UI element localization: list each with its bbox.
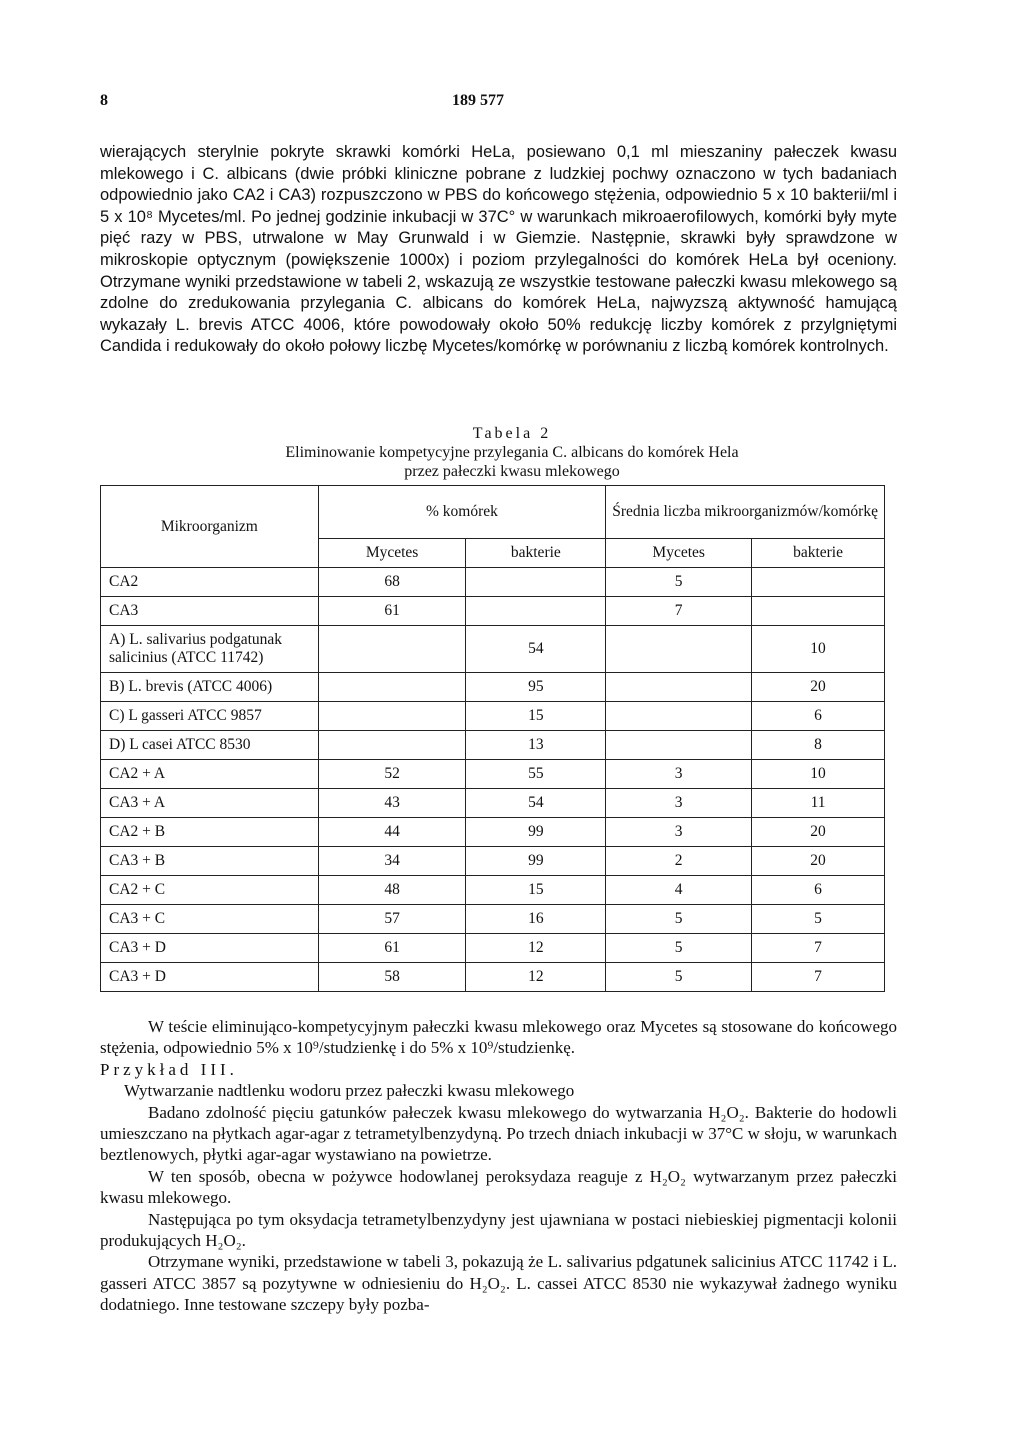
percent-bakterie-cell: 54 [466, 626, 606, 673]
organism-cell: CA3 + A [101, 789, 319, 818]
organism-cell: CA3 [101, 597, 319, 626]
table-label: Tabela 2 [472, 425, 552, 442]
avg-mycetes-cell: 3 [606, 789, 752, 818]
organism-cell: B) L. brevis (ATCC 4006) [101, 673, 319, 702]
table-row [101, 789, 885, 818]
percent-bakterie-cell: 13 [466, 731, 606, 760]
avg-mycetes-cell: 5 [606, 963, 752, 992]
percent-mycetes-cell: 44 [318, 818, 466, 847]
header-percent-cells: % komórek [318, 486, 606, 539]
percent-bakterie-cell: 15 [466, 702, 606, 731]
avg-bakterie-cell: 7 [752, 934, 885, 963]
subheader-mycetes: Mycetes [318, 539, 466, 568]
avg-bakterie-cell: 7 [752, 963, 885, 992]
organism-cell: CA3 + B [101, 847, 319, 876]
percent-mycetes-cell [318, 673, 466, 702]
paragraph-oxidation: Następująca po tym oksydacja tetrametylbenzydyny jest ujawniana w postaci niebieskiej pigmentacji kolonii produkujących H₂O₂. [100, 1209, 897, 1251]
header-organism: Mikroorganizm [101, 486, 319, 568]
percent-mycetes-cell: 58 [318, 963, 466, 992]
percent-mycetes-cell: 57 [318, 905, 466, 934]
avg-bakterie-cell: 20 [752, 847, 885, 876]
avg-mycetes-cell [606, 673, 752, 702]
percent-bakterie-cell: 54 [466, 789, 606, 818]
subheader-mycetes-avg: Mycetes [606, 539, 752, 568]
avg-mycetes-cell: 4 [606, 876, 752, 905]
avg-bakterie-cell: 10 [752, 760, 885, 789]
avg-mycetes-cell [606, 702, 752, 731]
organism-cell: CA3 + C [101, 905, 319, 934]
subheader-bakterie: bakterie [466, 539, 606, 568]
avg-bakterie-cell [752, 597, 885, 626]
table-row [101, 934, 885, 963]
avg-bakterie-cell: 20 [752, 818, 885, 847]
avg-bakterie-cell: 6 [752, 702, 885, 731]
percent-bakterie-cell: 99 [466, 818, 606, 847]
percent-mycetes-cell: 34 [318, 847, 466, 876]
table-row [101, 818, 885, 847]
percent-bakterie-cell: 12 [466, 963, 606, 992]
percent-bakterie-cell: 16 [466, 905, 606, 934]
organism-cell: C) L gasseri ATCC 9857 [101, 702, 319, 731]
organism-cell: CA3 + D [101, 963, 319, 992]
avg-bakterie-cell: 11 [752, 789, 885, 818]
document-number: 189 577 [452, 92, 504, 109]
table-row [101, 847, 885, 876]
table-row [101, 702, 885, 731]
avg-bakterie-cell: 5 [752, 905, 885, 934]
organism-cell: CA2 + A [101, 760, 319, 789]
paragraph-peroxidase: W ten sposób, obecna w pożywce hodowlanej peroksydaza reaguje z H₂O₂ wytwarzanym przez pałeczki kwasu mlekowego. [100, 1166, 897, 1208]
paragraph-results: Otrzymane wyniki, przedstawione w tabeli 3, pokazują że L. salivarius pdgatunek salicinius ATCC 11742 i L. gasseri ATCC 3857 są pozytywne w odniesieniu do H₂O₂. L. cassei ATCC 8530 nie wykazywał żadnego wyniku dodatniego. Inne testowane szczepy były pozba- [100, 1252, 897, 1315]
percent-bakterie-cell [466, 597, 606, 626]
example-label: Przykład III. [100, 1059, 238, 1079]
percent-mycetes-cell: 61 [318, 934, 466, 963]
example-title: Wytwarzanie nadtlenku wodoru przez pałeczki kwasu mlekowego [124, 1081, 575, 1101]
avg-bakterie-cell: 8 [752, 731, 885, 760]
percent-mycetes-cell: 52 [318, 760, 466, 789]
avg-mycetes-cell: 7 [606, 597, 752, 626]
header-average-count: Średnia liczba mikroorganizmów/komórkę [606, 486, 885, 539]
avg-mycetes-cell: 3 [606, 760, 752, 789]
percent-mycetes-cell: 48 [318, 876, 466, 905]
table-row [101, 731, 885, 760]
results-table [100, 485, 885, 992]
organism-cell: CA3 + D [101, 934, 319, 963]
organism-cell: CA2 + B [101, 818, 319, 847]
avg-mycetes-cell: 5 [606, 934, 752, 963]
page-number: 8 [100, 92, 108, 109]
organism-cell: CA2 + C [101, 876, 319, 905]
percent-bakterie-cell: 15 [466, 876, 606, 905]
organism-cell: CA2 [101, 568, 319, 597]
percent-bakterie-cell: 95 [466, 673, 606, 702]
table-title-line1: Eliminowanie kompetycyjne przylegania C. albicans do komórek Hela [285, 444, 739, 461]
percent-mycetes-cell: 43 [318, 789, 466, 818]
table-row [101, 626, 885, 673]
table-row [101, 760, 885, 789]
avg-mycetes-cell: 3 [606, 818, 752, 847]
avg-mycetes-cell [606, 626, 752, 673]
organism-cell: D) L casei ATCC 8530 [101, 731, 319, 760]
avg-bakterie-cell: 10 [752, 626, 885, 673]
table-title-line2: przez pałeczki kwasu mlekowego [404, 463, 620, 480]
table-row [101, 673, 885, 702]
percent-bakterie-cell: 55 [466, 760, 606, 789]
paragraph-h2o2-study: Badano zdolność pięciu gatunków pałeczek kwasu mlekowego do wytwarzania H₂O₂. Bakterie do hodowli umieszczano na płytkach agar-agar z tetrametylbenzydyną. Po trzech dniach inkubacji w 37°C w słoju, w warunkach beztlenowych, płytki agar-agar wystawiano na powietrze. [100, 1102, 897, 1165]
percent-mycetes-cell: 68 [318, 568, 466, 597]
percent-mycetes-cell: 61 [318, 597, 466, 626]
percent-bakterie-cell: 12 [466, 934, 606, 963]
table-caption [0, 424, 1024, 481]
avg-mycetes-cell: 5 [606, 568, 752, 597]
percent-bakterie-cell: 99 [466, 847, 606, 876]
table-row [101, 597, 885, 626]
percent-mycetes-cell [318, 626, 466, 673]
table-row [101, 568, 885, 597]
paragraph-competition-test: W teście eliminująco-kompetycyjnym pałeczki kwasu mlekowego oraz Mycetes są stosowane do końcowego stężenia, odpowiednio 5% x 10⁹/studzienkę i do 5% x 10⁹/studzienkę. [100, 1017, 897, 1058]
organism-cell: A) L. salivarius podgatunak salicinius (ATCC 11742) [101, 626, 319, 673]
intro-paragraph: wierających sterylnie pokryte skrawki komórki HeLa, posiewano 0,1 ml mieszaniny pałeczek kwasu mlekowego i C. albicans (dwie próbki kliniczne pobrane z ludzkiej pochwy oznaczono w tych badaniach odpowiednio jako CA2 i CA3) rozpuszczono w PBS do końcowego stężenia, odpowiednio 5 x 10 bakterii/ml i 5 x 10⁸ Mycetes/ml. Po jednej godzinie inkubacji w 37C° w warunkach mikroaerofilowych, komórki były myte pięć razy w PBS, utrwalone w May Grunwald i w Giemzie. Następnie, skrawki były sprawdzone w mikroskopie optycznym (powiększenie 1000x) i poziom przylegalności do komórek HeLa był oceniony. Otrzymane wyniki przedstawione w tabeli 2, wskazują ze wszystkie testowane pałeczki kwasu mlekowego są zdolne do zredukowania przylegania C. albicans do komórek HeLa, najwyzszą aktywność hamującą wykazały L. brevis ATCC 4006, które powodowały około 50% redukcję liczby komórek z przylgniętymi Candida i redukowały do około połowy liczbę Mycetes/komórkę w porównaniu z liczbą komórek kontrolnych. [100, 143, 897, 356]
table-row [101, 876, 885, 905]
body-text-2 [100, 1016, 897, 1316]
percent-mycetes-cell [318, 702, 466, 731]
avg-bakterie-cell: 20 [752, 673, 885, 702]
table-row [101, 963, 885, 992]
avg-bakterie-cell: 6 [752, 876, 885, 905]
page-header [0, 92, 1024, 116]
percent-mycetes-cell [318, 731, 466, 760]
avg-mycetes-cell [606, 731, 752, 760]
avg-mycetes-cell: 2 [606, 847, 752, 876]
avg-bakterie-cell [752, 568, 885, 597]
subheader-bakterie-avg: bakterie [752, 539, 885, 568]
table-row [101, 905, 885, 934]
percent-bakterie-cell [466, 568, 606, 597]
avg-mycetes-cell: 5 [606, 905, 752, 934]
